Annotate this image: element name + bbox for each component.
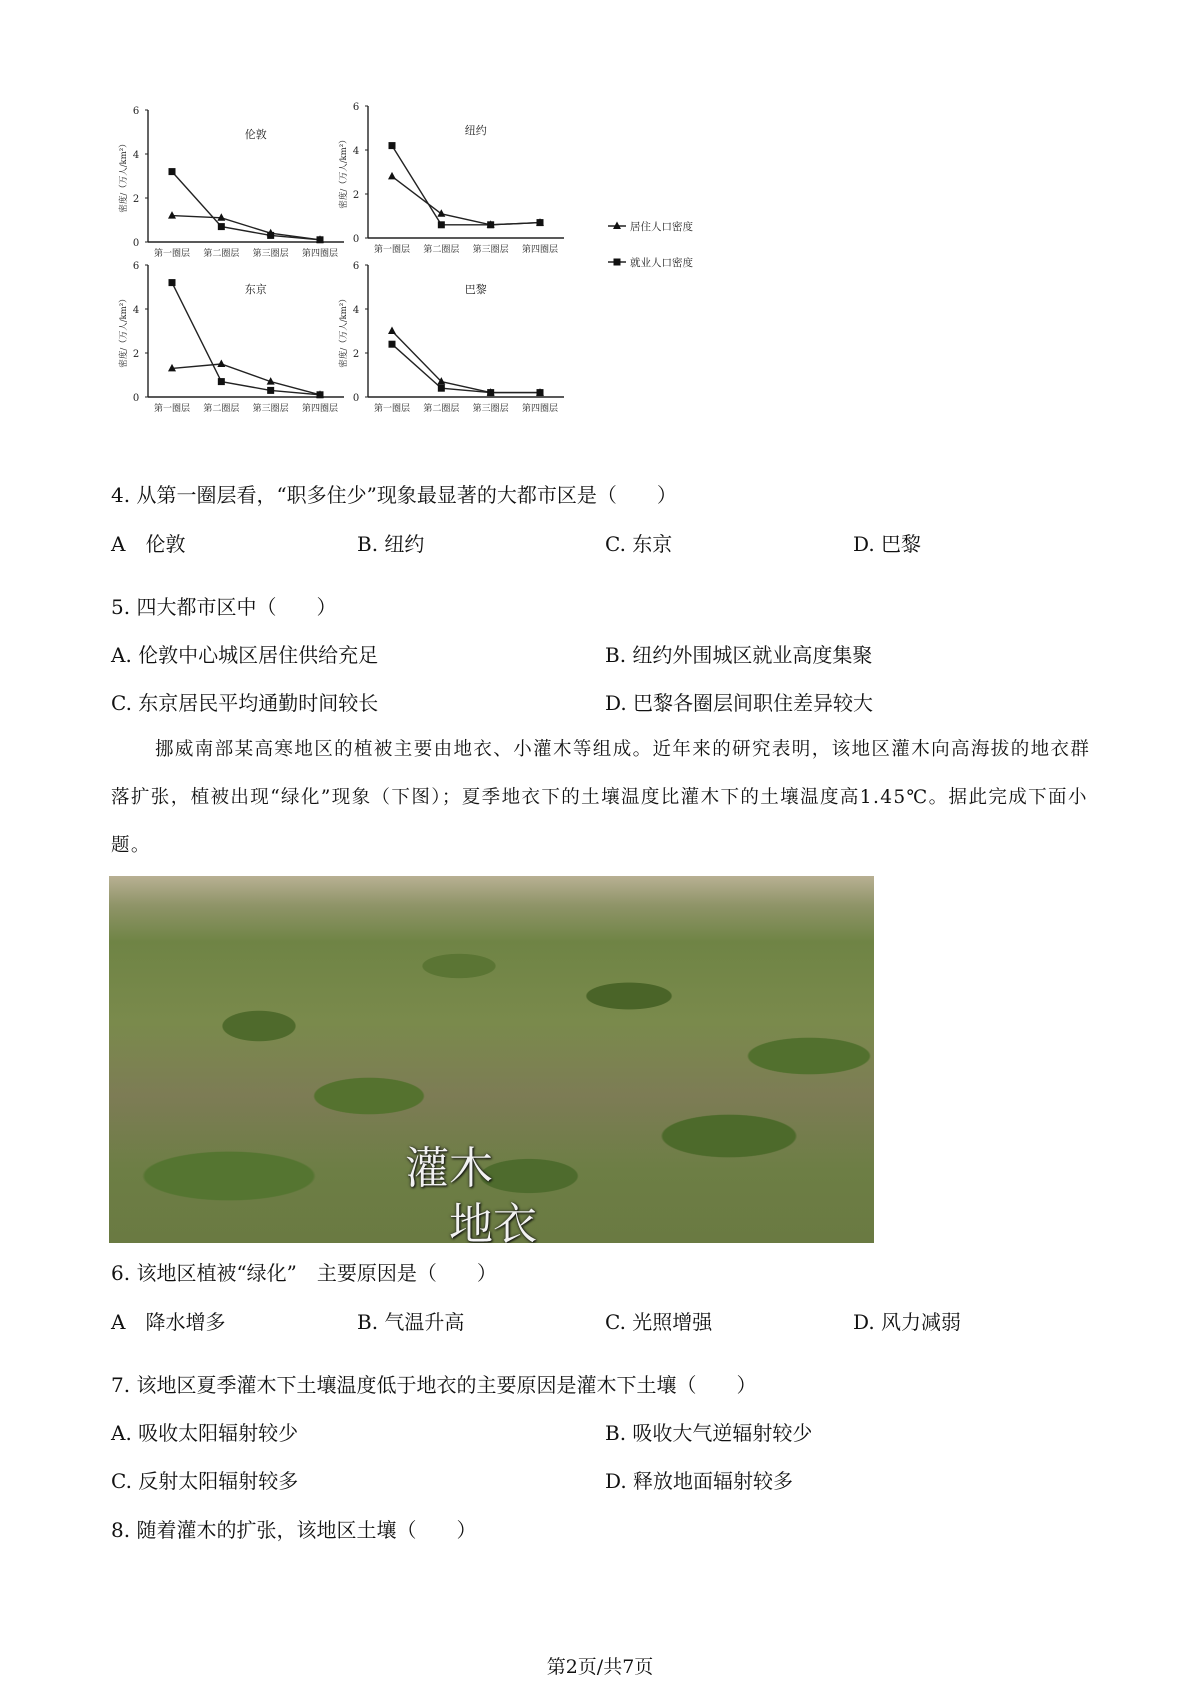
q5-option-c: C. 东京居民平均通勤时间较长: [111, 691, 379, 715]
x-tick-label: 第一圈层: [153, 249, 191, 259]
y-tick-label: 4: [132, 150, 140, 161]
q7-option-c: C. 反射太阳辐射较多: [111, 1469, 299, 1493]
chart-title: 伦敦: [244, 128, 267, 141]
chart-3: [338, 261, 564, 414]
data-point-square: [169, 279, 176, 286]
data-point-square: [317, 391, 324, 398]
data-point-square: [537, 389, 544, 396]
y-tick-label: 2: [352, 349, 360, 360]
y-tick-label: 6: [132, 261, 140, 272]
chart-0: [118, 106, 344, 259]
data-point-square: [389, 341, 396, 348]
data-point-square: [487, 221, 494, 228]
data-point-triangle: [168, 211, 176, 219]
chart-1: [338, 102, 564, 255]
q4-option-d: D. 巴黎: [853, 532, 922, 556]
q7-option-d: D. 释放地面辐射较多: [605, 1469, 794, 1493]
chart-2: [118, 261, 344, 414]
q7-option-a: A. 吸收太阳辐射较少: [111, 1421, 299, 1445]
y-tick-label: 6: [132, 106, 140, 117]
page-footer: 第2页/共7页: [546, 1656, 654, 1678]
data-point-square: [438, 385, 445, 392]
x-tick-label: 第二圈层: [203, 249, 240, 259]
y-axis-label: 密度/（万人/km²）: [339, 135, 349, 209]
legend-label: 就业人口密度: [630, 257, 693, 269]
q5-option-d: D. 巴黎各圈层间职住差异较大: [605, 691, 874, 715]
data-point-square: [169, 168, 176, 175]
reading-passage: 挪威南部某高寒地区的植被主要由地衣、小灌木等组成。近年来的研究表明，该地区灌木向高海拔的地衣群落扩张，植被出现“绿化”现象（下图）；夏季地衣下的土壤温度比灌木下的土壤温度高1.45℃。据此完成下面小题。: [111, 739, 1091, 856]
series-line: [172, 364, 320, 395]
series-line: [172, 283, 320, 395]
x-tick-label: 第一圈层: [373, 245, 411, 255]
data-point-square: [389, 142, 396, 149]
q7-option-b: B. 吸收大气逆辐射较少: [605, 1421, 813, 1445]
q5-option-a: A. 伦敦中心城区居住供给充足: [111, 643, 379, 667]
q4-option-a: A 伦敦: [111, 532, 186, 556]
y-axis-label: 密度/（万人/km²）: [119, 139, 129, 213]
q6-option-a: A 降水增多: [111, 1310, 226, 1334]
chart-legend: [608, 220, 693, 269]
y-tick-label: 2: [132, 349, 140, 360]
y-tick-label: 2: [132, 194, 140, 205]
data-point-square: [267, 232, 274, 239]
legend-triangle-marker: [613, 222, 621, 230]
y-tick-label: 0: [352, 234, 360, 245]
y-tick-label: 6: [352, 261, 360, 272]
y-axis-label: 密度/（万人/km²）: [339, 294, 349, 368]
x-tick-label: 第二圈层: [423, 245, 460, 255]
data-point-triangle: [217, 360, 225, 368]
x-tick-label: 第一圈层: [153, 404, 191, 414]
q4-option-b: B. 纽约: [357, 532, 425, 556]
q6-option-c: C. 光照增强: [605, 1310, 713, 1334]
data-point-square: [537, 219, 544, 226]
legend-label: 居住人口密度: [630, 221, 693, 233]
q5-option-b: B. 纽约外围城区就业高度集聚: [605, 643, 873, 667]
question-4-stem: 4. 从第一圈层看，“职多住少”现象最显著的大都市区是（ ）: [111, 483, 677, 507]
y-tick-label: 0: [132, 238, 140, 249]
data-point-triangle: [388, 172, 396, 180]
y-tick-label: 4: [352, 146, 360, 157]
chart-title: 纽约: [464, 124, 487, 137]
series-line: [172, 216, 320, 240]
y-tick-label: 2: [352, 190, 360, 201]
x-tick-label: 第二圈层: [203, 404, 240, 414]
data-point-square: [487, 389, 494, 396]
x-tick-label: 第四圈层: [521, 404, 559, 414]
data-point-square: [218, 223, 225, 230]
chart-title: 东京: [244, 283, 267, 296]
y-tick-label: 0: [132, 393, 140, 404]
y-axis-label: 密度/（万人/km²）: [119, 294, 129, 368]
question-7-stem: 7. 该地区夏季灌木下土壤温度低于地衣的主要原因是灌木下土壤（ ）: [111, 1373, 757, 1397]
series-line: [392, 176, 540, 224]
y-tick-label: 0: [352, 393, 360, 404]
data-point-triangle: [388, 327, 396, 335]
vegetation-photo: [109, 876, 874, 1243]
y-tick-label: 4: [352, 305, 360, 316]
data-point-square: [218, 378, 225, 385]
series-line: [392, 344, 540, 392]
data-point-square: [267, 387, 274, 394]
x-tick-label: 第三圈层: [252, 404, 289, 414]
data-point-square: [438, 221, 445, 228]
x-tick-label: 第三圈层: [472, 404, 509, 414]
x-tick-label: 第四圈层: [301, 404, 339, 414]
question-8-stem: 8. 随着灌木的扩张，该地区土壤（ ）: [111, 1518, 477, 1542]
density-charts: [100, 100, 720, 470]
data-point-square: [317, 236, 324, 243]
x-tick-label: 第二圈层: [423, 404, 460, 414]
x-tick-label: 第三圈层: [252, 249, 289, 259]
chart-title: 巴黎: [464, 283, 487, 296]
x-tick-label: 第三圈层: [472, 245, 509, 255]
question-6-stem: 6. 该地区植被“绿化” 主要原因是（ ）: [111, 1261, 497, 1285]
q6-option-d: D. 风力减弱: [853, 1310, 962, 1334]
photo-label-shrub: 灌木: [405, 1143, 493, 1194]
x-tick-label: 第四圈层: [301, 249, 339, 259]
series-line: [172, 172, 320, 240]
x-tick-label: 第一圈层: [373, 404, 411, 414]
series-line: [392, 146, 540, 225]
x-tick-label: 第四圈层: [521, 245, 559, 255]
series-line: [392, 331, 540, 393]
q4-option-c: C. 东京: [605, 532, 673, 556]
legend-square-marker: [614, 259, 621, 266]
q6-option-b: B. 气温升高: [357, 1310, 465, 1334]
question-5-stem: 5. 四大都市区中（ ）: [111, 595, 337, 619]
photo-label-lichen: 地衣: [449, 1199, 537, 1243]
y-tick-label: 6: [352, 102, 360, 113]
y-tick-label: 4: [132, 305, 140, 316]
data-point-triangle: [437, 209, 445, 217]
